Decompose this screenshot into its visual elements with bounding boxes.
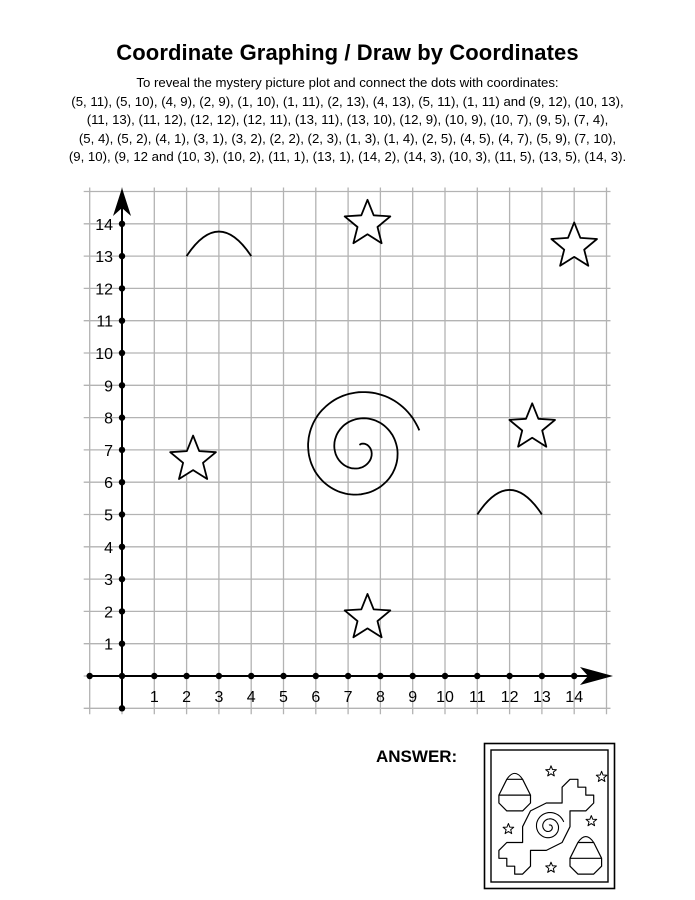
spiral-shape bbox=[308, 392, 419, 495]
star-shape bbox=[509, 403, 555, 446]
x-tick-label: 5 bbox=[279, 689, 288, 706]
x-tick-label: 7 bbox=[343, 689, 353, 706]
x-tick-dot bbox=[313, 673, 319, 679]
y-tick-dot bbox=[119, 414, 125, 420]
x-tick-dot bbox=[280, 673, 286, 679]
y-tick-dot bbox=[119, 576, 125, 582]
y-tick-label: 9 bbox=[104, 378, 113, 396]
instructions-line: To reveal the mystery picture plot and connect the dots with coordinates: bbox=[136, 75, 559, 90]
y-tick-dot bbox=[119, 544, 125, 550]
y-tick-dot bbox=[119, 641, 125, 647]
x-tick-dot bbox=[216, 673, 222, 679]
instructions-line: (9, 10), (9, 12 and (10, 3), (10, 2), (11, 1), (13, 1), (14, 2), (14, 3), (10, 3), (11, 5), (13, 5), (14, 3). bbox=[68, 149, 627, 165]
x-tick-label: 4 bbox=[246, 689, 256, 706]
x-tick-dot bbox=[571, 673, 577, 679]
y-tick-label: 1 bbox=[104, 636, 113, 654]
y-tick-label: 2 bbox=[104, 604, 113, 622]
x-tick-dot bbox=[474, 673, 480, 679]
axis-dot bbox=[87, 673, 93, 679]
instructions-line: (5, 11), (5, 10), (4, 9), (2, 9), (1, 10), (1, 11), (2, 13), (4, 13), (5, 11), (1, 11) and (9, 12), (10, 13), bbox=[71, 93, 624, 109]
y-tick-dot bbox=[119, 511, 125, 517]
y-tick-label: 5 bbox=[104, 507, 113, 525]
y-tick-label: 14 bbox=[95, 216, 113, 234]
y-tick-label: 12 bbox=[95, 281, 113, 299]
y-tick-dot bbox=[119, 447, 125, 453]
star-shape bbox=[170, 436, 216, 479]
x-tick-label: 8 bbox=[375, 689, 385, 706]
axis-dot bbox=[119, 705, 125, 711]
y-tick-dot bbox=[119, 221, 125, 227]
y-tick-label: 7 bbox=[104, 442, 113, 460]
y-tick-label: 13 bbox=[95, 249, 113, 267]
x-tick-dot bbox=[539, 673, 545, 679]
x-tick-label: 12 bbox=[500, 689, 519, 706]
instructions-line: (5, 4), (5, 2), (4, 1), (3, 1), (3, 2), (2, 2), (2, 3), (1, 3), (1, 4), (2, 5), (4, 5), (4, 7), (5, 9), (7, 10), bbox=[78, 130, 617, 146]
page-title: Coordinate Graphing / Draw by Coordinates bbox=[116, 40, 579, 65]
star-shape bbox=[345, 594, 391, 637]
x-tick-label: 1 bbox=[149, 689, 159, 706]
x-tick-dot bbox=[506, 673, 512, 679]
instructions-line: (11, 13), (11, 12), (12, 12), (12, 11), (13, 11), (13, 10), (12, 9), (10, 9), (10, 7), (9, 5), (7, 4), bbox=[86, 112, 609, 128]
y-tick-dot bbox=[119, 479, 125, 485]
x-tick-label: 13 bbox=[533, 689, 551, 706]
y-tick-dot bbox=[119, 350, 125, 356]
grid-lines bbox=[84, 188, 611, 715]
y-tick-dot bbox=[119, 318, 125, 324]
x-tick-label: 10 bbox=[436, 689, 454, 706]
x-tick-label: 3 bbox=[214, 689, 224, 706]
x-tick-dot bbox=[183, 673, 189, 679]
origin-dot bbox=[119, 673, 125, 679]
y-tick-label: 4 bbox=[104, 539, 113, 557]
answer-label: ANSWER: bbox=[376, 747, 458, 766]
y-tick-label: 3 bbox=[104, 572, 113, 590]
x-tick-dot bbox=[248, 673, 254, 679]
star-shape bbox=[345, 200, 391, 243]
puzzle-shapes bbox=[170, 200, 597, 638]
y-tick-label: 10 bbox=[95, 346, 113, 363]
x-tick-dot bbox=[151, 673, 157, 679]
x-tick-dot bbox=[442, 673, 448, 679]
y-tick-label: 8 bbox=[104, 410, 113, 428]
x-tick-label: 11 bbox=[468, 689, 486, 706]
y-tick-dot bbox=[119, 285, 125, 291]
x-tick-label: 14 bbox=[565, 689, 584, 706]
x-tick-label: 2 bbox=[182, 689, 192, 706]
y-tick-label: 11 bbox=[96, 313, 113, 331]
x-tick-dot bbox=[377, 673, 383, 679]
y-tick-dot bbox=[119, 253, 125, 259]
y-tick-dot bbox=[119, 608, 125, 614]
answer-thumbnail bbox=[483, 742, 616, 890]
x-tick-label: 9 bbox=[408, 689, 418, 706]
x-tick-dot bbox=[345, 673, 351, 679]
x-tick-dot bbox=[410, 673, 416, 679]
y-tick-label: 6 bbox=[104, 475, 113, 493]
y-tick-dot bbox=[119, 382, 125, 388]
x-tick-label: 6 bbox=[311, 689, 321, 706]
